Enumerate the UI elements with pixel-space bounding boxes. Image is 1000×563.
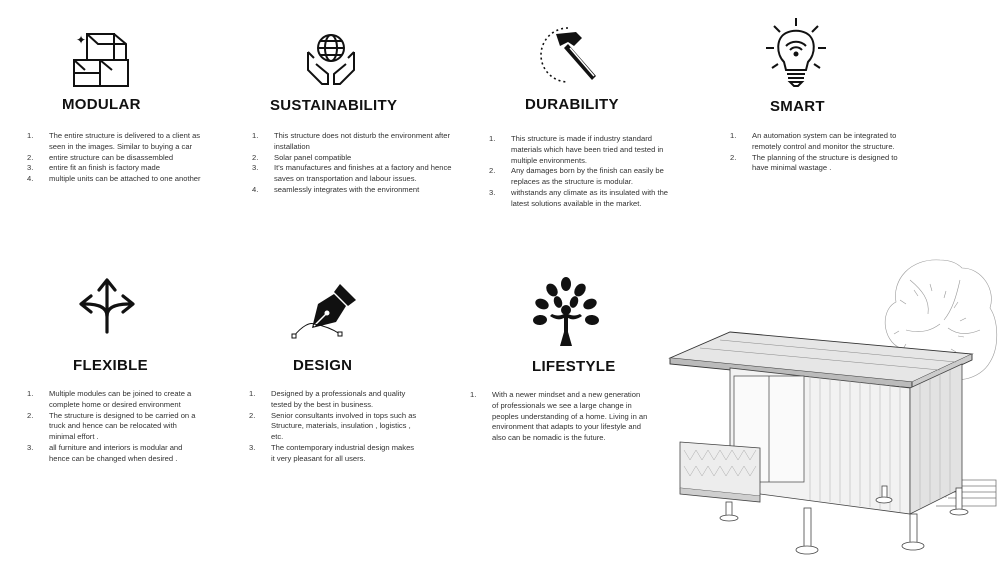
feature-list [489, 134, 669, 210]
hammer-icon [538, 24, 602, 86]
feature-list [27, 389, 205, 465]
feature-title: DURABILITY [525, 96, 619, 113]
feature-list [249, 389, 419, 465]
list-item: 1. The entire structure is delivered to a client as seen in the images. Similar to buying a car [27, 131, 201, 151]
list-item: 2. Senior consultants involved in tops such as Structure, materials, insulation , logistics , etc. [249, 410, 417, 442]
tree-person-icon [530, 276, 602, 348]
pen-nib-icon [290, 282, 358, 340]
list-item: 1. With a newer mindset and a new generation of professionals we see a large change in peoples understanding of a home. Living in an environment that adapts to your lifestyle and also can be nomadic is the future. [470, 390, 648, 443]
modular-cabin-sketch [660, 250, 1000, 563]
feature-title: DESIGN [293, 357, 353, 374]
list-item: 3. withstands any climate as its insulated with the latest solutions available in the market. [489, 187, 669, 208]
feature-list [470, 390, 648, 444]
list-item: 2. Solar panel compatible [252, 152, 352, 162]
feature-title: MODULAR [62, 96, 141, 113]
feature-title: FLEXIBLE [73, 357, 148, 374]
hands-globe-icon [304, 30, 358, 88]
list-item: 4. multiple units can be attached to one another [27, 174, 201, 184]
feature-list [730, 131, 900, 174]
smart-bulb-icon [764, 16, 828, 90]
modular-blocks-icon [70, 30, 132, 90]
list-item: 1. This structure does not disturb the environment after installation [252, 131, 451, 151]
list-item: 3. The contemporary industrial design makes it very pleasant for all users. [249, 442, 415, 463]
list-item: 2. entire structure can be disassembled [27, 152, 174, 162]
list-item: 3. all furniture and interiors is modular and hence can be changed when desired . [27, 442, 183, 463]
split-arrows-icon [77, 276, 137, 334]
feature-list [27, 131, 209, 185]
list-item: 1. Multiple modules can be joined to create a complete home or desired environment [27, 389, 192, 409]
svg-text:✦: ✦ [76, 33, 87, 47]
list-item: 3. It's manufactures and finishes at a factory and hence saves on transportation and labour issues. [252, 163, 452, 184]
feature-title: LIFESTYLE [532, 358, 616, 375]
list-item: 1. An automation system can be integrated to remotely control and monitor the structure. [730, 131, 897, 151]
list-item: 2. The planning of the structure is designed to have minimal wastage . [730, 152, 898, 173]
feature-list [252, 131, 452, 196]
feature-title: SMART [770, 98, 825, 115]
feature-title: SUSTAINABILITY [270, 97, 398, 114]
list-item: 1. This structure is made if industry standard materials which have been tried and tested in multiple environments. [489, 134, 664, 165]
list-item: 4. seamlessly integrates with the environment [252, 184, 420, 194]
list-item: 1. Designed by a professionals and quality tested by the best in business. [249, 389, 406, 409]
list-item: 3. entire fit an finish is factory made [27, 163, 161, 173]
list-item: 2. The structure is designed to be carried on a truck and hence can be relocated with minimal effort . [27, 410, 196, 442]
list-item: 2. Any damages born by the finish can easily be replaces as the structure is modular. [489, 166, 664, 187]
